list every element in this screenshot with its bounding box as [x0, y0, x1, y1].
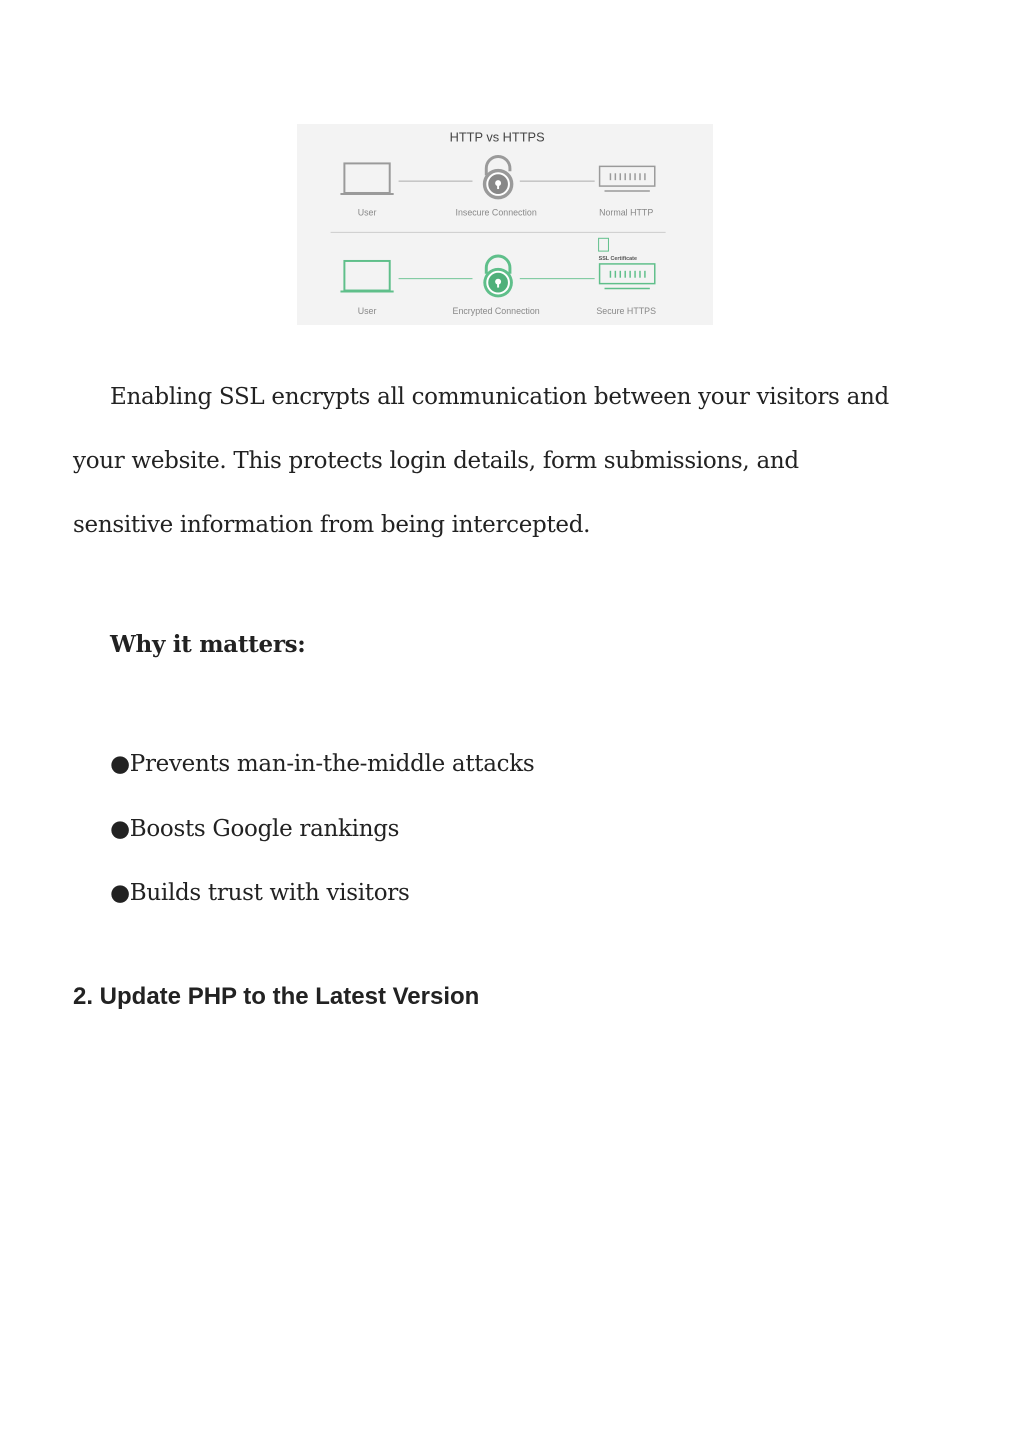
section-heading: 2. Update PHP to the Latest Version — [73, 983, 480, 1010]
label-encrypted-connection: Encrypted Connection — [452, 306, 540, 317]
paragraph-line: your website. This protects login details, form submissions, and — [73, 448, 799, 474]
http-vs-https-figure — [297, 124, 713, 325]
laptop-icon-insecure — [340, 163, 393, 194]
label-user-insecure: User — [357, 207, 377, 218]
bullet-item: ●Boosts Google rankings — [110, 816, 400, 842]
label-normal-http: Normal HTTP — [599, 207, 654, 218]
certificate-icon — [599, 238, 609, 251]
bullet-item: ●Prevents man-in-the-middle attacks — [110, 751, 535, 777]
figure-title: HTTP vs HTTPS — [449, 129, 545, 145]
paragraph-line: Enabling SSL encrypts all communication between your visitors and — [110, 384, 889, 410]
server-icon-https — [600, 264, 655, 289]
why-it-matters-heading: Why it matters: — [110, 631, 306, 658]
label-secure-https: Secure HTTPS — [596, 306, 656, 317]
paragraph-line: sensitive information from being intercepted. — [73, 512, 591, 538]
ssl-certificate-label: SSL Certificate — [598, 255, 637, 262]
locked-padlock-icon — [483, 256, 513, 297]
unlocked-padlock-icon — [483, 157, 513, 199]
server-icon-http — [600, 166, 655, 191]
bullet-item: ●Builds trust with visitors — [110, 880, 410, 906]
label-insecure-connection: Insecure Connection — [455, 207, 537, 218]
laptop-icon-secure — [340, 261, 393, 292]
label-user-secure: User — [357, 306, 377, 317]
